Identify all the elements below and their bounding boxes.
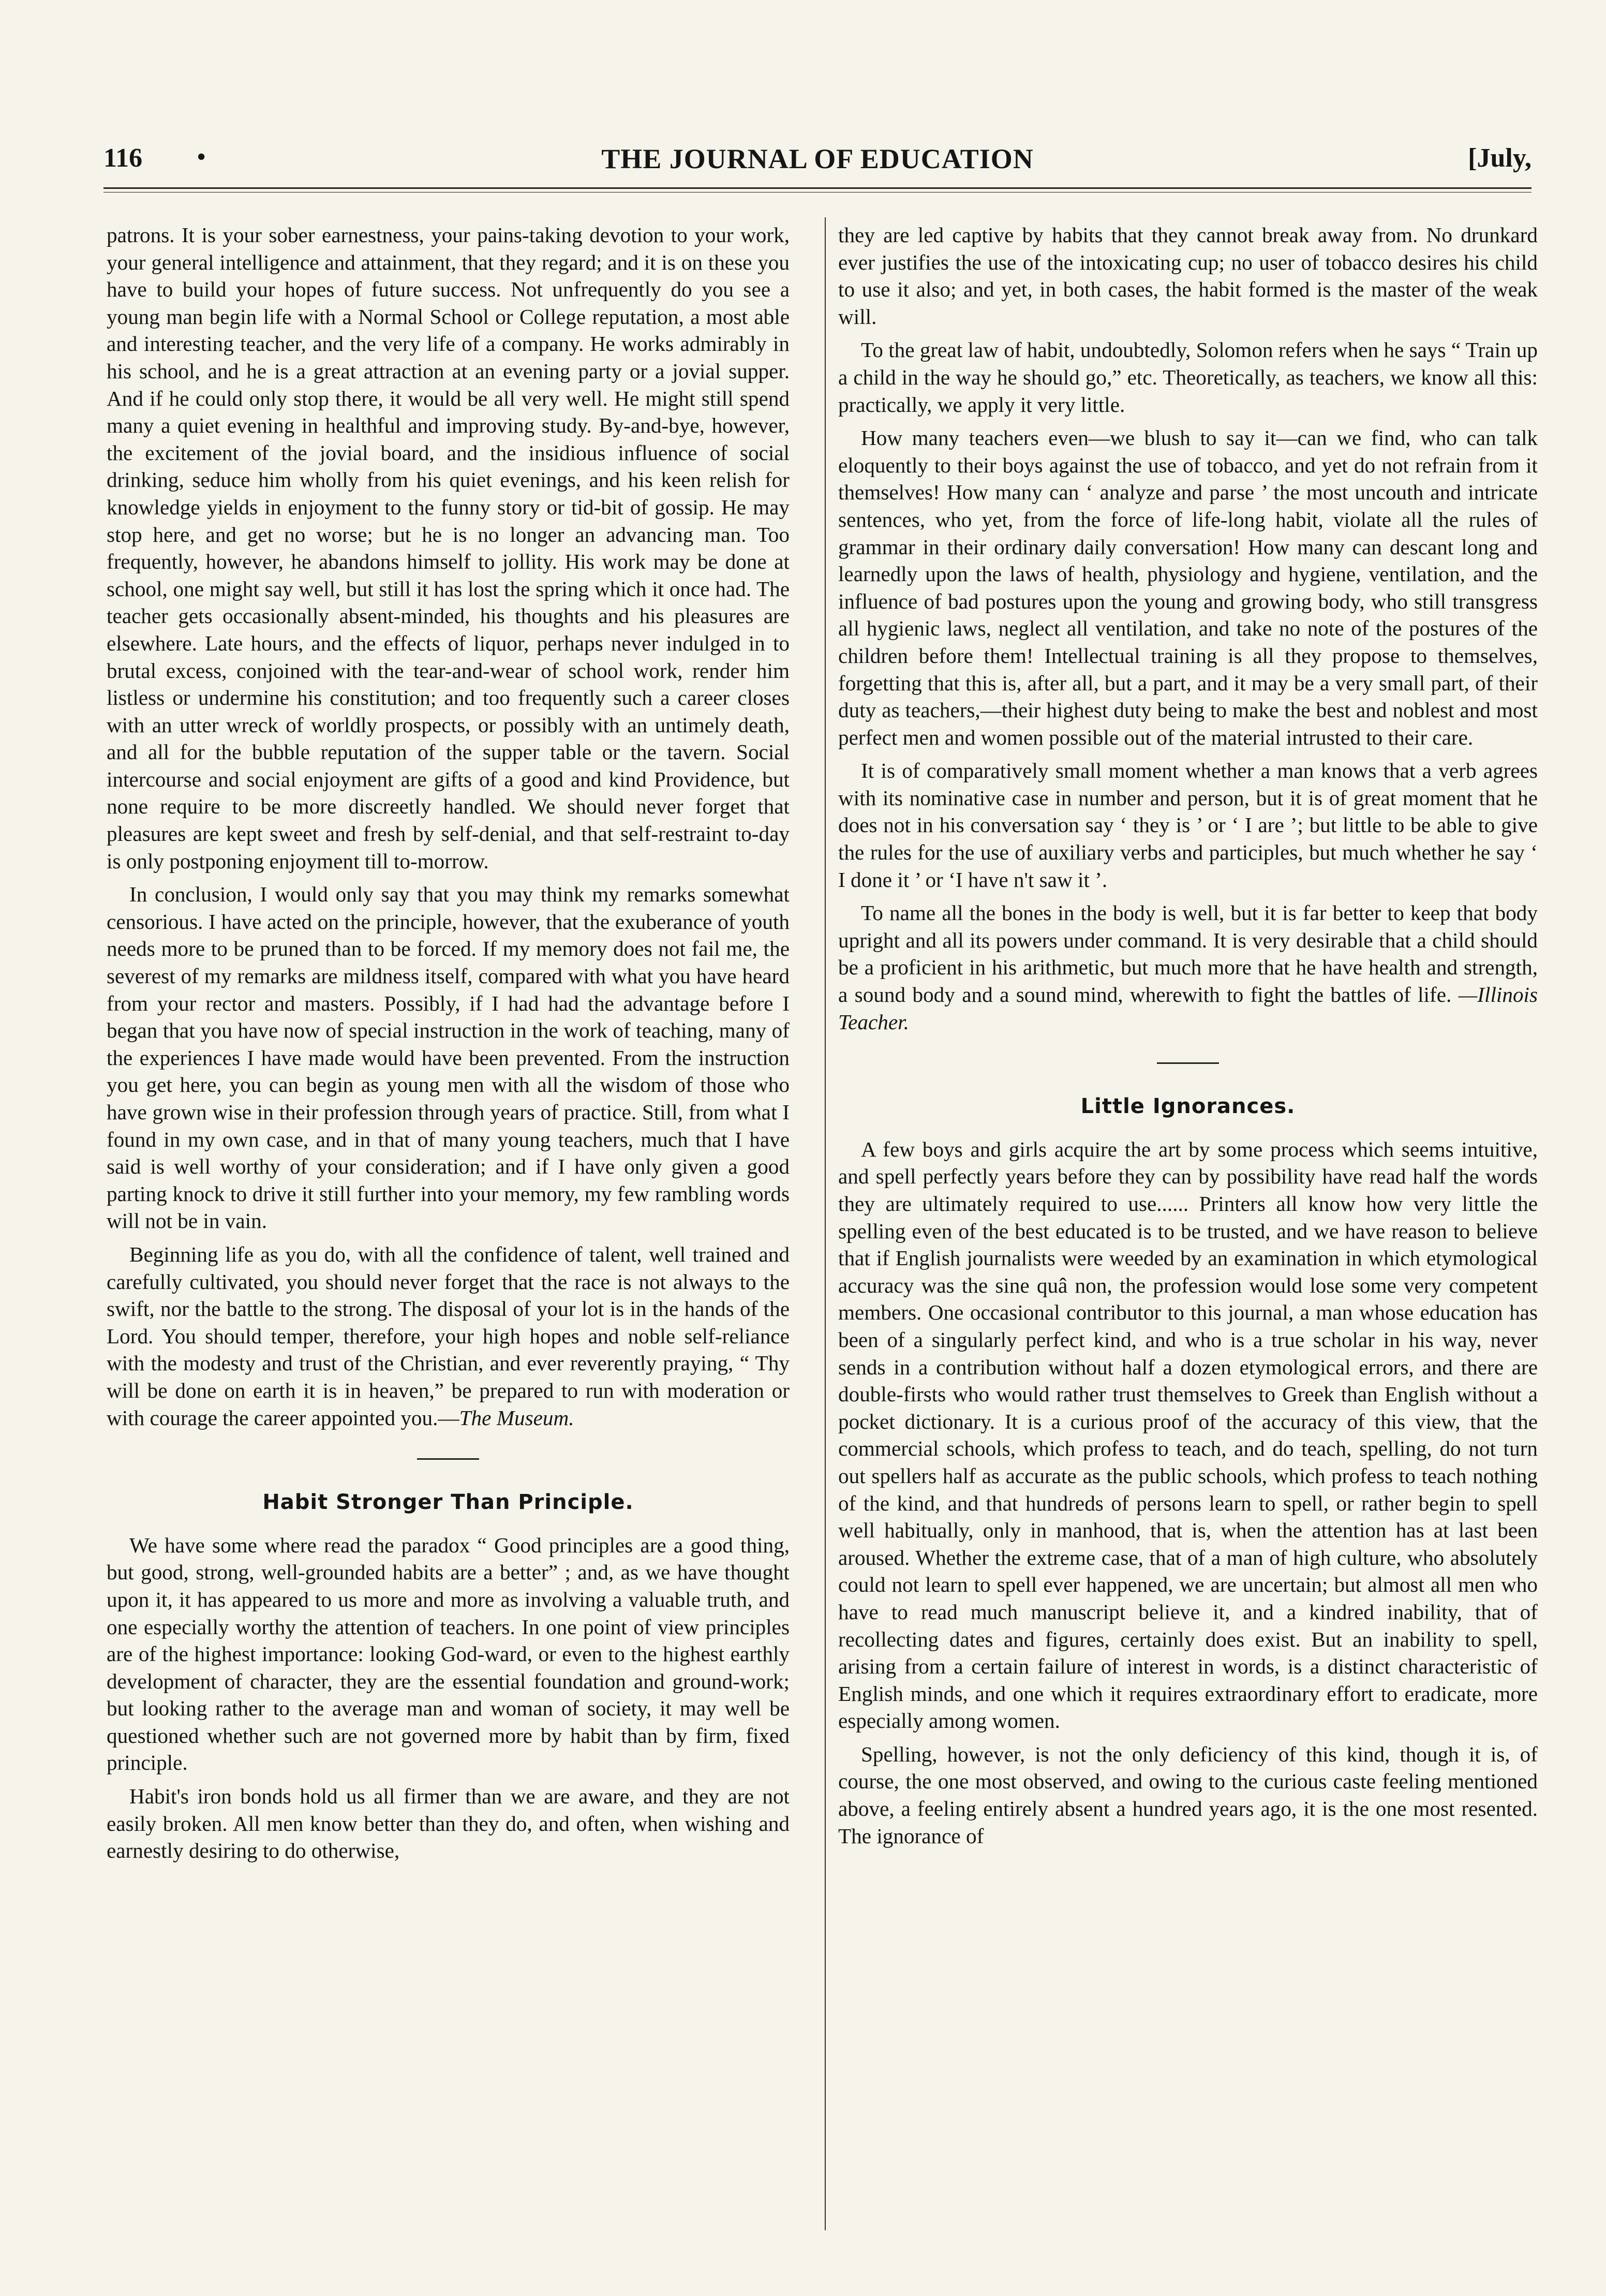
- right-paragraph-2: To the great law of habit, undoubtedly, Solomon refers when he says “ Train up a child in the way he should go,” etc. Theoretically, as teachers, we know all this: practically, we apply it very little.: [838, 338, 1538, 417]
- page-number: 116: [103, 143, 143, 173]
- left-paragraph-3: [107, 1241, 790, 1431]
- source-citation-illinois: —Illinois Teacher.: [838, 983, 1538, 1034]
- section-separator: [417, 1458, 479, 1460]
- article-heading-habit: Habit Stronger Than Principle.: [262, 1490, 634, 1515]
- right-paragraph-4: It is of comparatively small moment whether a man knows that a verb agrees with its nominative case in number and person, but it is of great moment that he does not in his conversation say ‘ they is ’ or ‘ I are ’; but little to be able to give the rules for the use of auxiliary verbs and participles, but much whether he say ‘ I done it ’ or ‘I have n't saw it ’.: [838, 759, 1538, 892]
- left-paragraph-4: We have some where read the paradox “ Good principles are a good thing, but good, strong, well-grounded habits are a better” ; and, as we have thought upon it, it has appeared to us more and more as involving a valuable truth, and one especially worthy the attention of teachers. In one point of view principles are of the highest importance: looking God-ward, or even to the highest earthly development of character, they are the essential foundation and ground-work; but looking rather to the average man and woman of society, it may well be questioned whether such are not governed more by habit than by firm, fixed principle.: [107, 1533, 790, 1775]
- header-ornament: •: [197, 142, 206, 172]
- left-paragraph-3-text: Beginning life as you do, with all the confidence of talent, well trained and carefully cultivated, you should never forget that the race is not always to the swift, nor the battle to the strong. The disposal of your lot is in the hands of the Lord. You should temper, therefore, your high hopes and noble self-reliance with the modesty and trust of the Christian, and ever reverently praying, “ Thy will be done on earth it is in heaven,” be prepared to run with moderation or with courage the career appointed you.—: [107, 1242, 790, 1430]
- right-paragraph-3: How many teachers even—we blush to say it—can we find, who can talk eloquently to their boys against the use of tobacco, and yet do not refrain from it themselves! How many can ‘ analyze and parse ’ the most uncouth and intricate sentences, who yet, from the force of life-long habit, violate all the rules of grammar in their ordinary daily conversation! How many can descant long and learnedly upon the laws of health, physiology and hygiene, ventilation, and the influence of bad postures upon the young and growing body, who still transgress all hygienic laws, neglect all ventilation, and take no note of the postures of the children before them! Intellectual training is all they propose to themselves, forgetting that this is, after all, but a part, and it may be a very small part, of their duty as teachers,—their highest duty being to make the best and noblest and most perfect men and women possible out of the material intrusted to their care.: [838, 426, 1538, 749]
- column-divider: [825, 217, 826, 2230]
- issue-month: [July,: [1468, 143, 1531, 173]
- section-separator: [1157, 1062, 1219, 1064]
- left-paragraph-2: In conclusion, I would only say that you may think my remarks somewhat censorious. I have acted on the principle, however, that the exuberance of youth needs more to be pruned than to be forced. If my memory does not fail me, the severest of my remarks are mildness itself, compared with what you have heard from your rector and masters. Possibly, if I had had the advantage before I began that you have now of special instruction in the work of teaching, many of the experiences I have made would have been prevented. From the instruction you get here, you can begin as young men with all the wisdom of those who have grown wise in their profession through years of practice. Still, from what I found in my own case, and in that of many young teachers, much that I have said is well worthy of your consideration; and if I have only given a good parting knock to drive it still further into your memory, my few rambling words will not be in vain.: [107, 882, 790, 1233]
- left-paragraph-5: Habit's iron bonds hold us all firmer than we are aware, and they are not easily broken. All men know better than they do, and often, when wishing and earnestly desiring to do otherwise,: [107, 1784, 790, 1863]
- right-paragraph-1: they are led captive by habits that they cannot break away from. No drunkard ever justifies the use of the intoxicating cup; no user of tobacco desires his child to use it also; and yet, in both cases, the habit formed is the master of the weak will.: [838, 223, 1538, 329]
- left-column: [107, 221, 790, 1871]
- article-heading-ignorances: Little Ignorances.: [1080, 1094, 1296, 1119]
- right-column: [838, 221, 1538, 1856]
- left-paragraph-1: patrons. It is your sober earnestness, your pains-taking devotion to your work, your general intelligence and attainment, that they regard; and it is on these you have to build your hopes of future success. Not unfrequently do you see a young man begin life with a Normal School or College reputation, a most able and interesting teacher, and the very life of a company. He works admirably in his school, and he is a great attraction at an evening party or a jovial supper. And if he could only stop there, it would be all very well. He might still spend many a quiet evening in healthful and improving study. By-and-bye, however, the excitement of the jovial board, and the insidious influence of social drinking, seduce him wholly from his quiet evenings, and his keen relish for knowledge yields in enjoyment to the funny story or tid-bit of gossip. He may stop here, and get no worse; but he is no longer an advancing man. Too frequently, however, he abandons himself to jollity. His work may be done at school, one might say well, but still it has lost the spring which it once had. The teacher gets occasionally absent-minded, his thoughts and his pleasures are elsewhere. Late hours, and the effects of liquor, perhaps never indulged in to brutal excess, conjoined with the tear-and-wear of school work, render him listless or undermine his constitution; and too frequently such a career closes with an utter wreck of worldly prospects, or possibly with an untimely death, and all for the bubble reputation of the supper table or the tavern. Social intercourse and social enjoyment are gifts of a good and kind Providence, but none require to be more discreetly handled. We should never forget that pleasures are kept sweet and fresh by self-denial, and that self-restraint to-day is only postponing enjoyment till to-morrow.: [107, 223, 790, 873]
- right-paragraph-5: [838, 899, 1538, 1035]
- right-paragraph-5-text: To name all the bones in the body is well, but it is far better to keep that body upright and all its powers under command. It is very desirable that a child should be a proficient in his arithmetic, but much more that he have health and strength, a sound body and a sound mind, wherewith to fight the battles of life.: [838, 901, 1538, 1007]
- source-citation-museum: The Museum.: [459, 1405, 574, 1430]
- header-rule: [103, 187, 1531, 192]
- page-header: [103, 143, 1531, 189]
- right-paragraph-7: Spelling, however, is not the only deficiency of this kind, though it is, of course, the one most observed, and owing to the curious caste feeling mentioned above, a feeling entirely absent a hundred years ago, it is the one most resented. The ignorance of: [838, 1742, 1538, 1848]
- right-paragraph-6: A few boys and girls acquire the art by some process which seems intuitive, and spell perfectly years before they can by possibility have read half the words they are ultimately required to use...... Printers all know how very little the spelling even of the best educated is to be trusted, and we have reason to believe that if English journalists were weeded by an examination in which etymological accuracy was the sine quâ non, the profession would lose some very competent members. One occasional contributor to this journal, a man whose education has been of a singularly perfect kind, and who is a true scholar in his way, never sends in a contribution without half a dozen etymological errors, and there are double-firsts who would rather trust themselves to Greek than English without a pocket dictionary. It is a curious proof of the accuracy of this view, that the commercial schools, which profess to teach, and do teach, spelling, do not turn out spellers half as accurate as the public schools, which profess to teach nothing of the kind, and that hundreds of persons learn to spell, or rather begin to spell well habitually, only in manhood, that is, when the attention has at last been aroused. Whether the extreme case, that of a man of high culture, who absolutely could not learn to spell ever happened, we are uncertain; but almost all men who have to read much manuscript believe it, and a kindred inability, that of recollecting dates and figures, certainly does exist. But an inability to spell, arising from a certain failure of interest in words, is a distinct characteristic of English minds, and one which it requires extraordinary effort to eradicate, more especially among women.: [838, 1137, 1538, 1733]
- journal-title: THE JOURNAL OF EDUCATION: [601, 143, 1034, 174]
